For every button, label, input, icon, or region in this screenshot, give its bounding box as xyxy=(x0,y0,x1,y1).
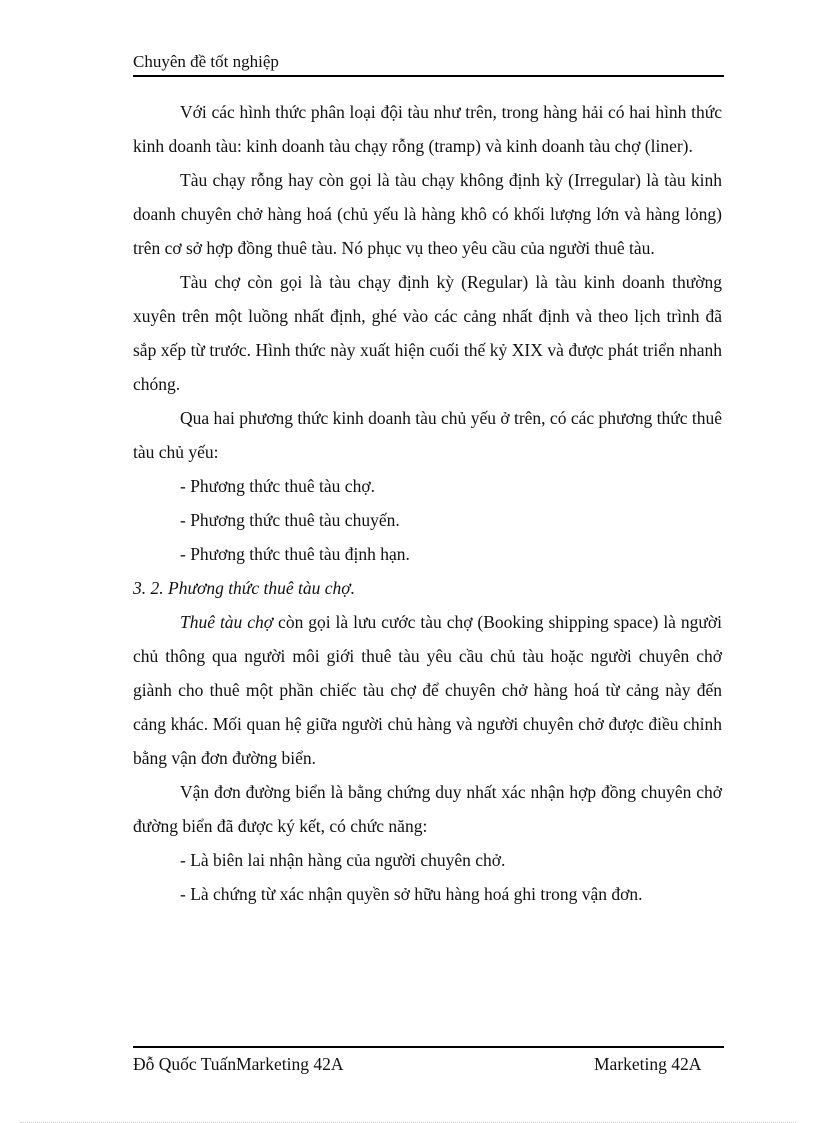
document-body xyxy=(133,95,722,911)
bullet-item-1: - Phương thức thuê tàu chợ. xyxy=(180,476,375,496)
header-title: Chuyên đề tốt nghiệp xyxy=(133,52,279,71)
section-heading: 3. 2. Phương thức thuê tàu chợ. xyxy=(133,578,355,598)
footer-class: Marketing 42A xyxy=(594,1054,702,1074)
paragraph-1: Với các hình thức phân loại đội tàu như trên, trong hàng hải có hai hình thức kinh doanh tàu: kinh doanh tàu chạy rỗng (tramp) và kinh doanh tàu chợ (liner). xyxy=(133,102,722,156)
paragraph-5 xyxy=(133,605,722,775)
bullet-item-3: - Phương thức thuê tàu định hạn. xyxy=(180,544,410,564)
paragraph-6: Vận đơn đường biển là bằng chứng duy nhất xác nhận hợp đồng chuyên chở đường biển đã được ký kết, có chức năng: xyxy=(133,782,722,836)
footer-author: Đỗ Quốc TuấnMarketing 42A xyxy=(133,1054,344,1074)
bullet-item-5: - Là chứng từ xác nhận quyền sở hữu hàng hoá ghi trong vận đơn. xyxy=(180,884,643,904)
paragraph-4: Qua hai phương thức kinh doanh tàu chủ yếu ở trên, có các phương thức thuê tàu chủ yếu: xyxy=(133,408,722,462)
paragraph-5-term: Thuê tàu chợ xyxy=(180,612,274,632)
bullet-item-2: - Phương thức thuê tàu chuyến. xyxy=(180,510,400,530)
page-footer xyxy=(133,1046,724,1074)
bullet-item-4: - Là biên lai nhận hàng của người chuyên chở. xyxy=(180,850,506,870)
paragraph-2: Tàu chạy rỗng hay còn gọi là tàu chạy không định kỳ (Irregular) là tàu kinh doanh chuyên chở hàng hoá (chủ yếu là hàng khô có khối lượng lớn và hàng lỏng) trên cơ sở hợp đồng thuê tàu. Nó phục vụ theo yêu cầu của người thuê tàu. xyxy=(133,170,722,258)
paragraph-5-text: còn gọi là lưu cước tàu chợ (Booking shipping space) là người chủ thông qua người môi giới thuê tàu yêu cầu chủ tàu hoặc người chuyên chở giành cho thuê một phần chiếc tàu chợ để chuyên chở hàng hoá từ cảng này đến cảng khác. Mối quan hệ giữa người chủ hàng và người chuyên chở được điều chỉnh bằng vận đơn đường biển. xyxy=(133,612,722,768)
page-header xyxy=(133,52,724,77)
paragraph-3: Tàu chợ còn gọi là tàu chạy định kỳ (Regular) là tàu kinh doanh thường xuyên trên một luồng nhất định, ghé vào các cảng nhất định và theo lịch trình đã sắp xếp từ trước. Hình thức này xuất hiện cuối thế kỷ XIX và được phát triển nhanh chóng. xyxy=(133,272,722,394)
